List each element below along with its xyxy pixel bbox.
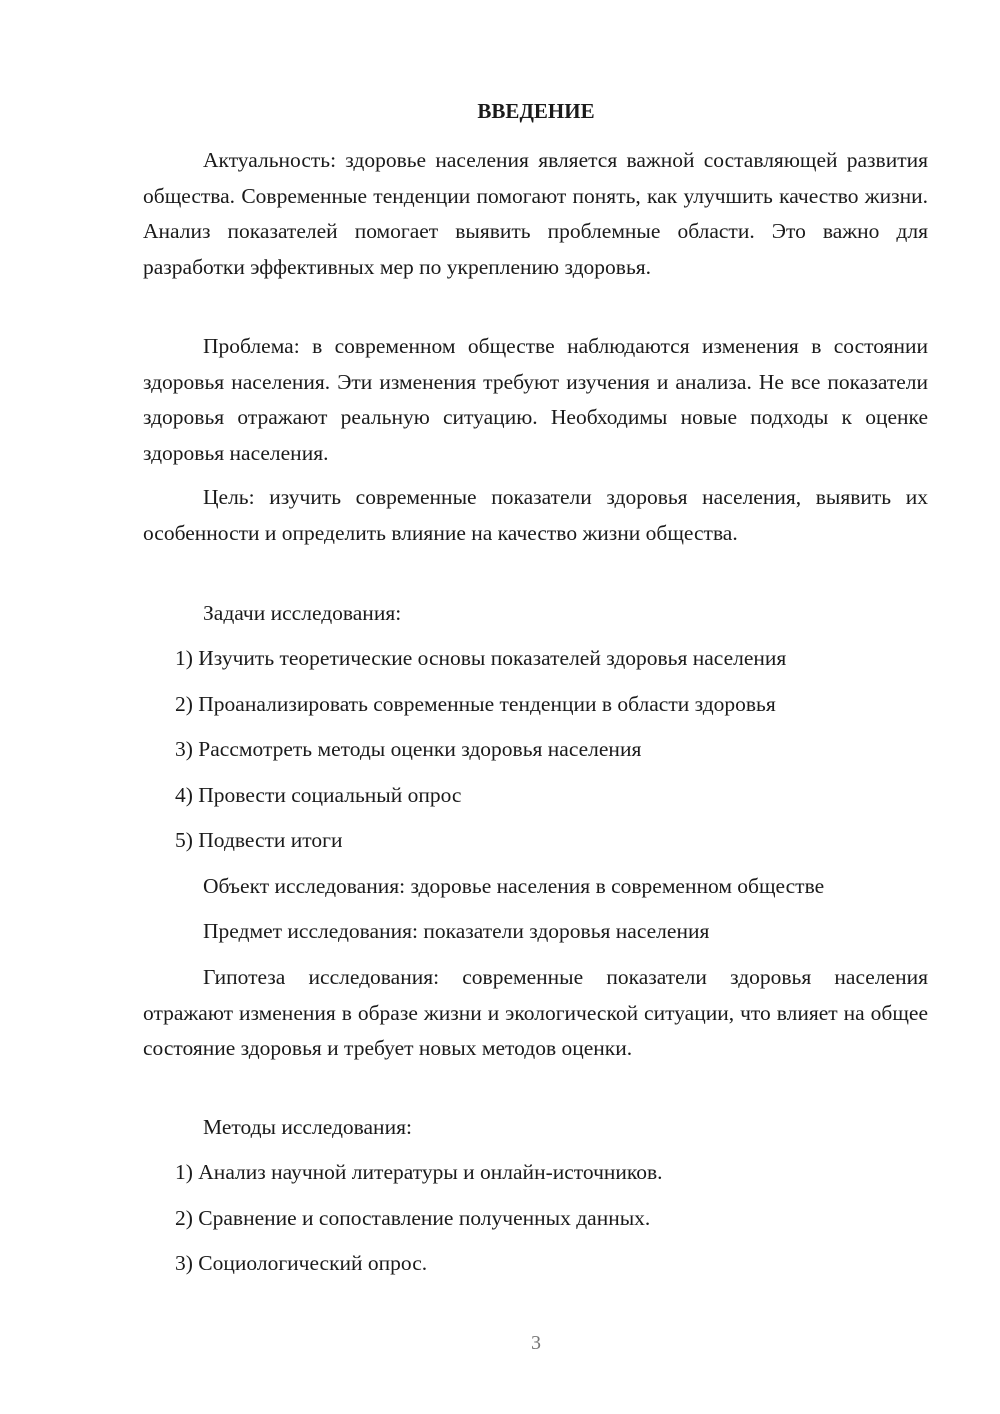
task-item-5: 5) Подвести итоги — [175, 828, 343, 852]
goal-paragraph: Цель: изучить современные показатели здоровья населения, выявить их особенности и определить влияние на качество жизни общества. — [143, 485, 928, 545]
method-item-2: 2) Сравнение и сопоставление полученных данных. — [175, 1206, 651, 1230]
method-item-1: 1) Анализ научной литературы и онлайн-источников. — [175, 1160, 663, 1184]
page-title: ВВЕДЕНИЕ — [477, 99, 595, 123]
task-item-2: 2) Проанализировать современные тенденции в области здоровья — [175, 692, 776, 716]
task-item-3: 3) Рассмотреть методы оценки здоровья населения — [175, 737, 642, 761]
relevance-paragraph: Актуальность: здоровье населения является важной составляющей развития общества. Современные тенденции помогают понять, как улучшить качество жизни. Анализ показателей помогает выявить проблемные области. Это важно для разработки эффективных мер по укреплению здоровья. — [143, 148, 928, 279]
task-item-1: 1) Изучить теоретические основы показателей здоровья населения — [175, 646, 787, 670]
methods-heading: Методы исследования: — [203, 1115, 412, 1139]
method-item-3: 3) Социологический опрос. — [175, 1251, 428, 1275]
task-item-4: 4) Провести социальный опрос — [175, 783, 462, 807]
page-number: 3 — [531, 1332, 541, 1354]
tasks-heading: Задачи исследования: — [203, 601, 402, 625]
hypothesis-paragraph: Гипотеза исследования: современные показатели здоровья населения отражают изменения в образе жизни и экологической ситуации, что влияет на общее состояние здоровья и требует новых методов оценки. — [143, 965, 928, 1060]
problem-paragraph: Проблема: в современном обществе наблюдаются изменения в состоянии здоровья населения. Эти изменения требуют изучения и анализа. Не все показатели здоровья отражают реальную ситуацию. Необходимы новые подходы к оценке здоровья населения. — [143, 334, 928, 465]
subject-line: Предмет исследования: показатели здоровья населения — [203, 919, 710, 943]
object-line: Объект исследования: здоровье населения в современном обществе — [203, 874, 825, 898]
